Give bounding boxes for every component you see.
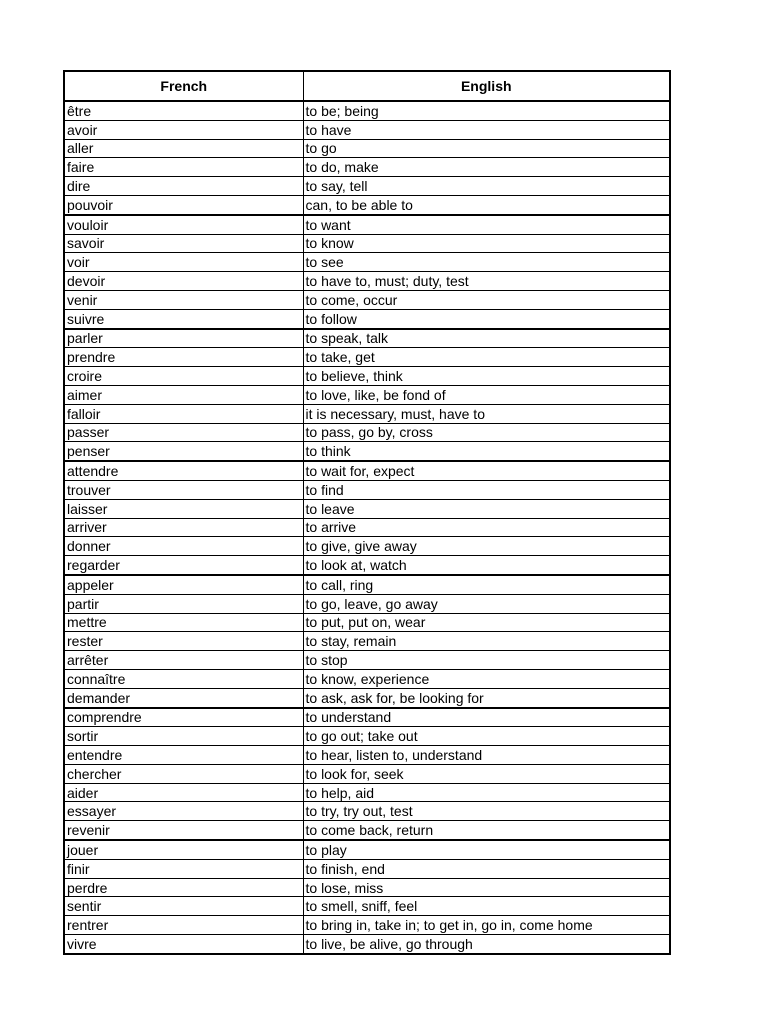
french-word-cell: croire	[64, 367, 303, 386]
english-translation-cell: to play	[303, 840, 670, 859]
french-word-cell: trouver	[64, 480, 303, 499]
english-translation-cell: to follow	[303, 309, 670, 328]
table-row	[64, 120, 670, 139]
english-translation-cell: to understand	[303, 708, 670, 727]
french-word-cell: devoir	[64, 272, 303, 291]
table-row	[64, 404, 670, 423]
english-translation-cell: to stop	[303, 651, 670, 670]
french-word-cell: attendre	[64, 461, 303, 480]
english-translation-cell: to see	[303, 253, 670, 272]
table-row	[64, 158, 670, 177]
table-row	[64, 367, 670, 386]
french-word-cell: revenir	[64, 821, 303, 840]
french-word-cell: suivre	[64, 309, 303, 328]
french-word-cell: rentrer	[64, 916, 303, 935]
table-row	[64, 139, 670, 158]
french-word-cell: savoir	[64, 234, 303, 253]
table-row	[64, 935, 670, 954]
english-translation-cell: to go, leave, go away	[303, 594, 670, 613]
english-translation-cell: to wait for, expect	[303, 461, 670, 480]
english-translation-cell: to be; being	[303, 101, 670, 120]
table-row	[64, 764, 670, 783]
french-word-cell: vivre	[64, 935, 303, 954]
english-translation-cell: to give, give away	[303, 537, 670, 556]
french-word-cell: falloir	[64, 404, 303, 423]
english-translation-cell: to look for, seek	[303, 764, 670, 783]
table-row	[64, 840, 670, 859]
french-word-cell: mettre	[64, 613, 303, 632]
table-body	[64, 101, 670, 954]
english-translation-cell: to find	[303, 480, 670, 499]
french-word-cell: pouvoir	[64, 195, 303, 214]
table-row	[64, 442, 670, 461]
french-word-cell: sentir	[64, 897, 303, 916]
french-word-cell: aimer	[64, 385, 303, 404]
french-word-cell: parler	[64, 329, 303, 348]
table-row	[64, 215, 670, 234]
french-word-cell: regarder	[64, 556, 303, 575]
table-row	[64, 575, 670, 594]
english-translation-cell: to take, get	[303, 348, 670, 367]
french-word-cell: entendre	[64, 746, 303, 765]
french-word-cell: être	[64, 101, 303, 120]
english-translation-cell: to arrive	[303, 518, 670, 537]
french-word-cell: comprendre	[64, 708, 303, 727]
table-row	[64, 916, 670, 935]
table-row	[64, 632, 670, 651]
english-translation-cell: to bring in, take in; to get in, go in, come home	[303, 916, 670, 935]
english-translation-cell: it is necessary, must, have to	[303, 404, 670, 423]
table-row	[64, 480, 670, 499]
french-word-cell: penser	[64, 442, 303, 461]
table-row	[64, 821, 670, 840]
english-translation-cell: to love, like, be fond of	[303, 385, 670, 404]
table-row	[64, 878, 670, 897]
table-row	[64, 423, 670, 442]
english-translation-cell: to stay, remain	[303, 632, 670, 651]
table-row	[64, 556, 670, 575]
table-row	[64, 461, 670, 480]
french-word-cell: jouer	[64, 840, 303, 859]
french-word-cell: aller	[64, 139, 303, 158]
table-row	[64, 290, 670, 309]
column-header-french: French	[64, 71, 303, 101]
english-translation-cell: to do, make	[303, 158, 670, 177]
table-row	[64, 859, 670, 878]
english-translation-cell: to know, experience	[303, 669, 670, 688]
french-word-cell: passer	[64, 423, 303, 442]
table-row	[64, 101, 670, 120]
french-word-cell: arriver	[64, 518, 303, 537]
french-word-cell: finir	[64, 859, 303, 878]
table-row	[64, 897, 670, 916]
english-translation-cell: to call, ring	[303, 575, 670, 594]
french-word-cell: dire	[64, 177, 303, 196]
french-word-cell: perdre	[64, 878, 303, 897]
french-word-cell: rester	[64, 632, 303, 651]
table-row	[64, 309, 670, 328]
vocabulary-table	[63, 70, 671, 955]
table-row	[64, 727, 670, 746]
french-word-cell: vouloir	[64, 215, 303, 234]
table-header-row	[64, 71, 670, 101]
french-word-cell: arrêter	[64, 651, 303, 670]
french-word-cell: essayer	[64, 802, 303, 821]
table-row	[64, 651, 670, 670]
table-row	[64, 669, 670, 688]
french-word-cell: donner	[64, 537, 303, 556]
table-row	[64, 499, 670, 518]
english-translation-cell: to help, aid	[303, 783, 670, 802]
table-row	[64, 594, 670, 613]
table-row	[64, 613, 670, 632]
table-row	[64, 348, 670, 367]
french-word-cell: laisser	[64, 499, 303, 518]
english-translation-cell: to live, be alive, go through	[303, 935, 670, 954]
english-translation-cell: to want	[303, 215, 670, 234]
table-row	[64, 708, 670, 727]
table-row	[64, 329, 670, 348]
table-row	[64, 783, 670, 802]
french-word-cell: venir	[64, 290, 303, 309]
table-row	[64, 272, 670, 291]
column-header-english: English	[303, 71, 670, 101]
table-row	[64, 253, 670, 272]
english-translation-cell: can, to be able to	[303, 195, 670, 214]
french-word-cell: partir	[64, 594, 303, 613]
table-row	[64, 537, 670, 556]
english-translation-cell: to think	[303, 442, 670, 461]
french-word-cell: appeler	[64, 575, 303, 594]
english-translation-cell: to have	[303, 120, 670, 139]
english-translation-cell: to come back, return	[303, 821, 670, 840]
english-translation-cell: to finish, end	[303, 859, 670, 878]
french-word-cell: sortir	[64, 727, 303, 746]
table-row	[64, 385, 670, 404]
english-translation-cell: to put, put on, wear	[303, 613, 670, 632]
english-translation-cell: to believe, think	[303, 367, 670, 386]
english-translation-cell: to look at, watch	[303, 556, 670, 575]
english-translation-cell: to smell, sniff, feel	[303, 897, 670, 916]
english-translation-cell: to come, occur	[303, 290, 670, 309]
table-row	[64, 688, 670, 707]
english-translation-cell: to lose, miss	[303, 878, 670, 897]
french-word-cell: faire	[64, 158, 303, 177]
english-translation-cell: to leave	[303, 499, 670, 518]
english-translation-cell: to go	[303, 139, 670, 158]
table-row	[64, 518, 670, 537]
english-translation-cell: to say, tell	[303, 177, 670, 196]
english-translation-cell: to try, try out, test	[303, 802, 670, 821]
french-word-cell: demander	[64, 688, 303, 707]
english-translation-cell: to ask, ask for, be looking for	[303, 688, 670, 707]
french-word-cell: prendre	[64, 348, 303, 367]
french-word-cell: avoir	[64, 120, 303, 139]
french-word-cell: connaître	[64, 669, 303, 688]
table-row	[64, 195, 670, 214]
table-row	[64, 177, 670, 196]
french-word-cell: chercher	[64, 764, 303, 783]
french-word-cell: aider	[64, 783, 303, 802]
table-row	[64, 746, 670, 765]
french-word-cell: voir	[64, 253, 303, 272]
table-row	[64, 802, 670, 821]
english-translation-cell: to have to, must; duty, test	[303, 272, 670, 291]
english-translation-cell: to pass, go by, cross	[303, 423, 670, 442]
english-translation-cell: to speak, talk	[303, 329, 670, 348]
table-row	[64, 234, 670, 253]
english-translation-cell: to know	[303, 234, 670, 253]
english-translation-cell: to go out; take out	[303, 727, 670, 746]
english-translation-cell: to hear, listen to, understand	[303, 746, 670, 765]
